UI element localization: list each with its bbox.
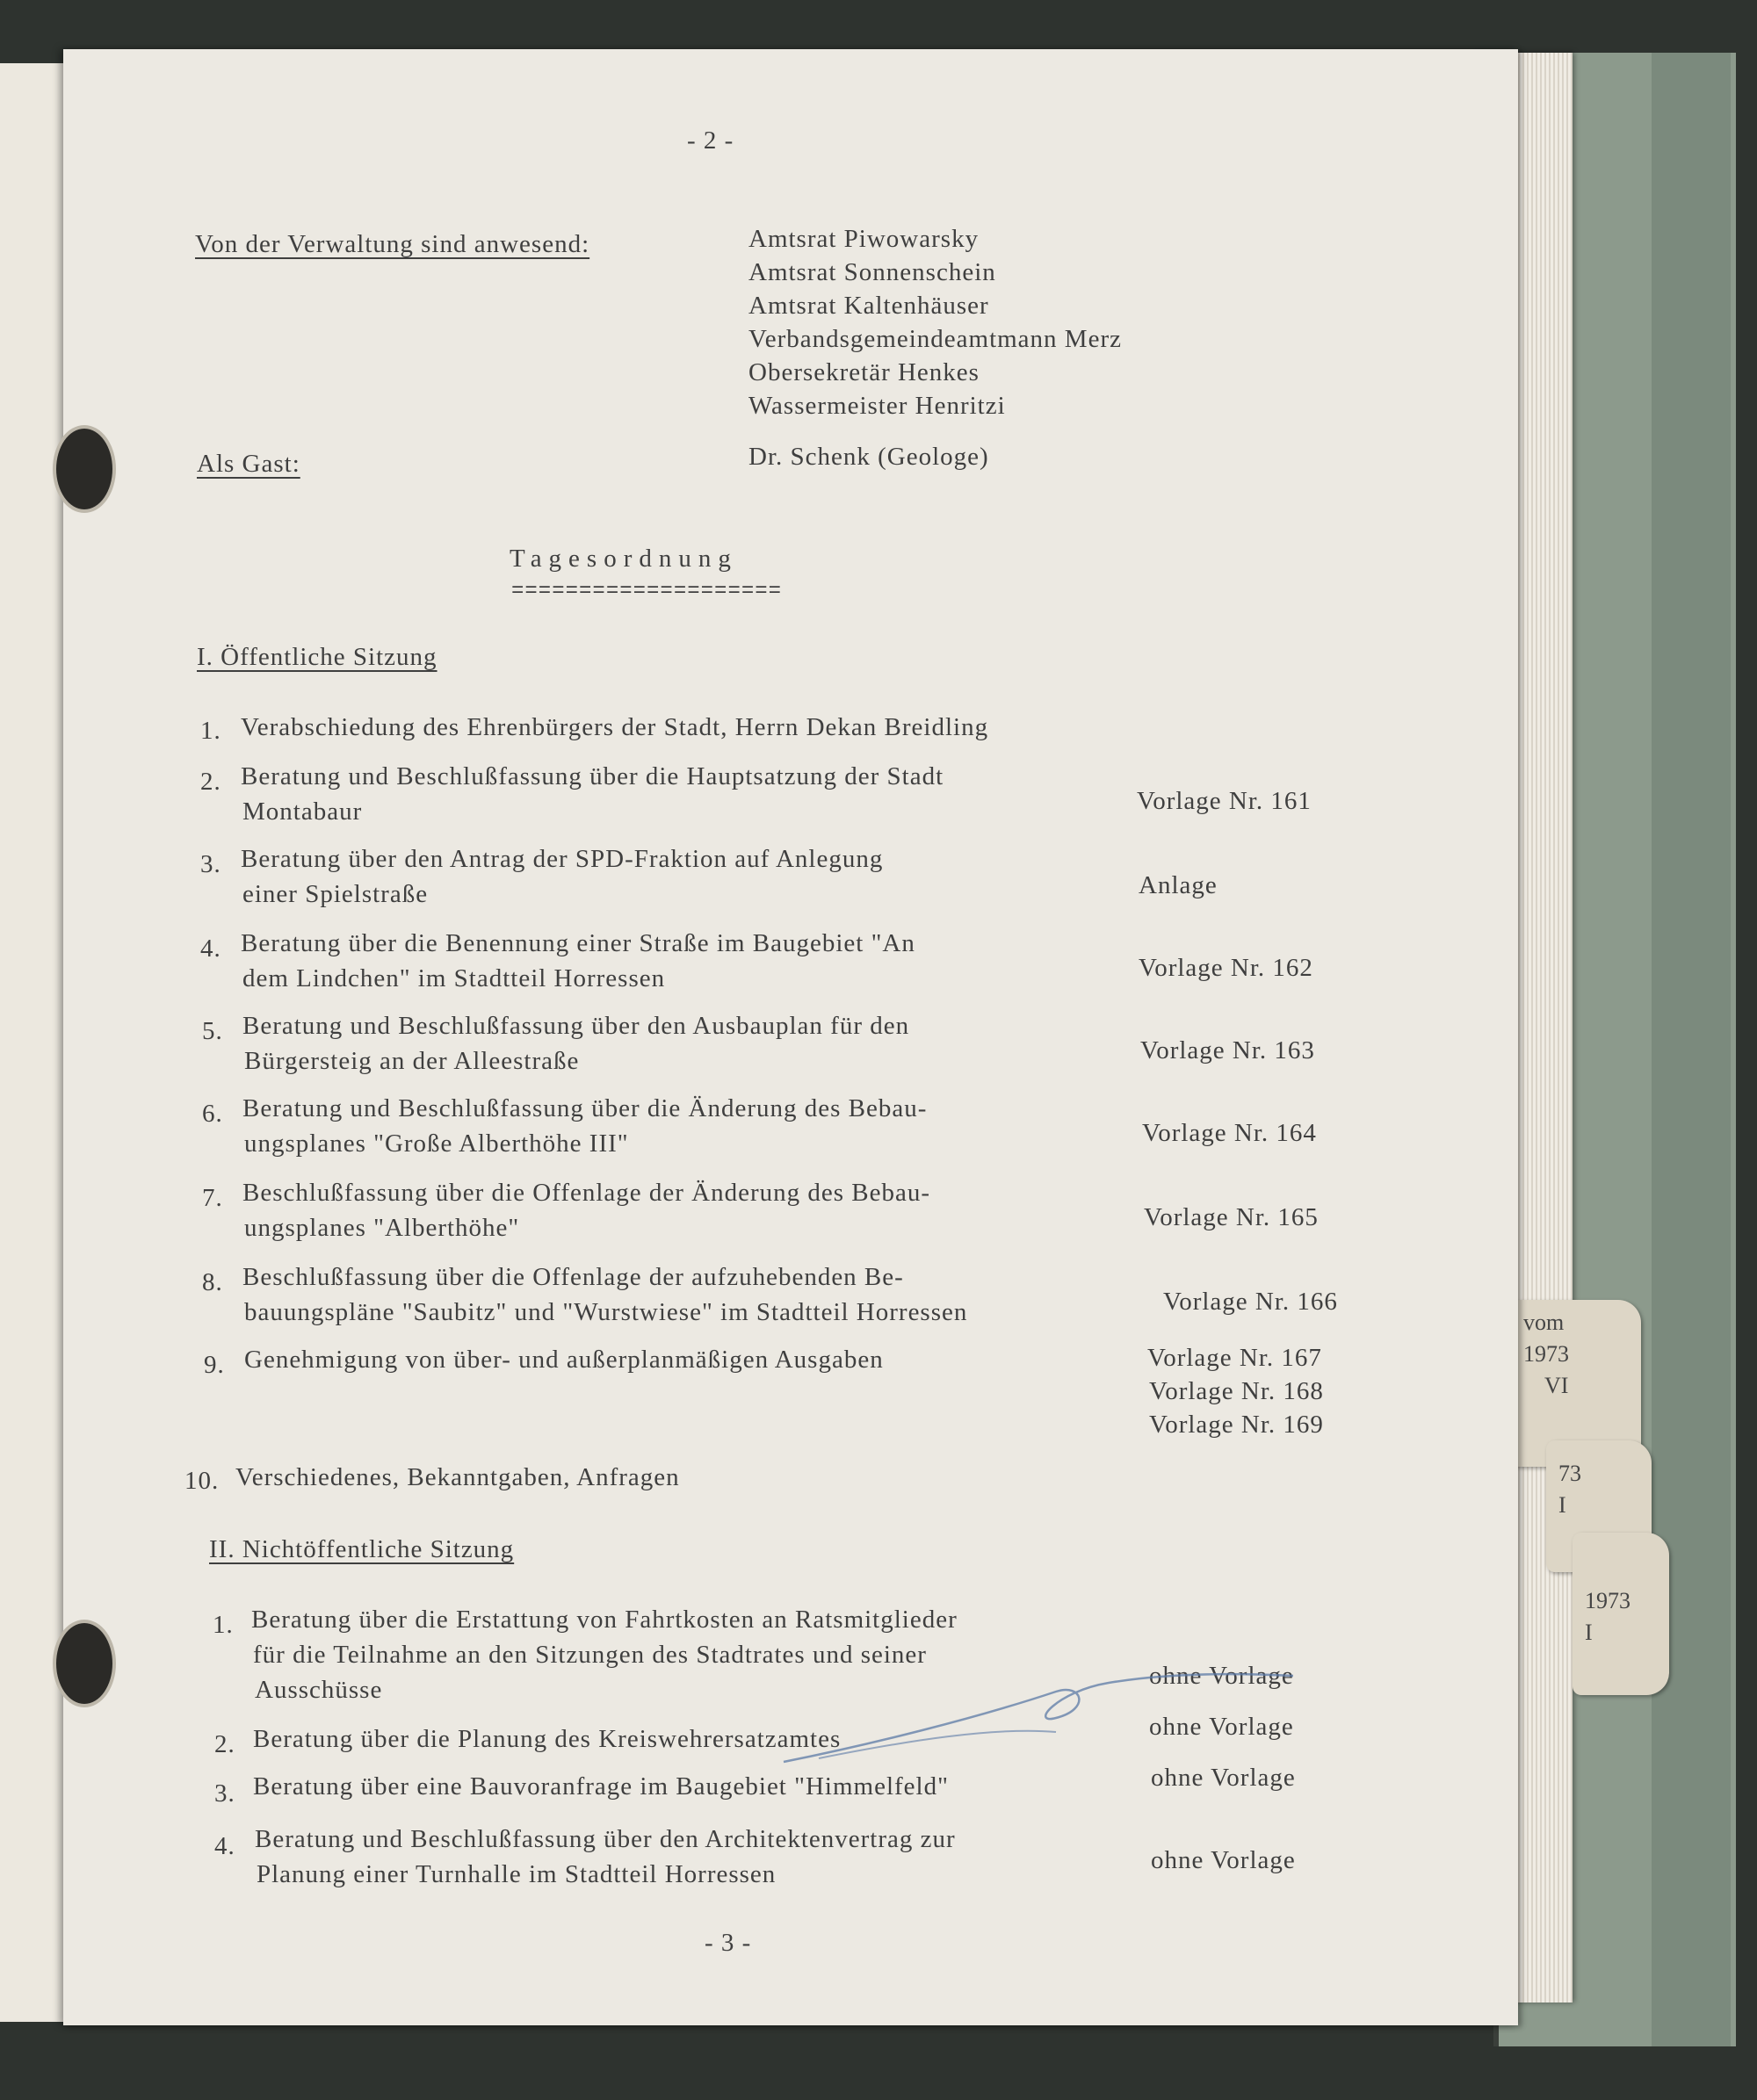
- agenda-item-reference: Vorlage Nr. 169: [1149, 1411, 1324, 1439]
- agenda-item-text: einer Spielstraße: [242, 880, 429, 908]
- agenda-item-number: 2.: [200, 768, 221, 796]
- agenda-item-number: 2.: [214, 1730, 235, 1758]
- guest-label: Als Gast:: [197, 450, 300, 478]
- admin-member: Amtsrat Sonnenschein: [748, 258, 996, 286]
- agenda-item-text: Montabaur: [242, 797, 363, 826]
- tab-label: VI: [1544, 1373, 1569, 1398]
- agenda-item-text: Beschlußfassung über die Offenlage der Änderung des Bebau-: [242, 1179, 931, 1207]
- agenda-item-text: Beratung über die Benennung einer Straße im Baugebiet "An: [241, 929, 915, 957]
- public-section-heading: I. Öffentliche Sitzung: [197, 643, 437, 671]
- agenda-item-text: Verschiedenes, Bekanntgaben, Anfragen: [235, 1463, 680, 1491]
- tab-label: vom: [1523, 1310, 1565, 1335]
- agenda-item-reference: Vorlage Nr. 165: [1144, 1203, 1319, 1231]
- agenda-item-number: 1.: [200, 717, 221, 745]
- agenda-item-text: Beratung und Beschlußfassung über den Architektenvertrag zur: [255, 1825, 956, 1853]
- agenda-item-reference: Anlage: [1139, 871, 1218, 899]
- agenda-item-reference: ohne Vorlage: [1151, 1846, 1296, 1874]
- tab-label: 1973: [1585, 1588, 1630, 1613]
- agenda-title-rule: ====================: [511, 580, 783, 603]
- agenda-item-text: ungsplanes "Alberthöhe": [244, 1214, 520, 1242]
- agenda-item-reference: ohne Vorlage: [1149, 1662, 1294, 1690]
- agenda-item-text: Beratung über die Planung des Kreiswehrersatzamtes: [253, 1725, 842, 1753]
- admin-member: Obersekretär Henkes: [748, 358, 980, 386]
- guest-name: Dr. Schenk (Geologe): [748, 443, 989, 471]
- index-tab[interactable]: [1573, 1533, 1669, 1695]
- agenda-item-reference: ohne Vorlage: [1149, 1713, 1294, 1741]
- private-section-heading: II. Nichtöffentliche Sitzung: [209, 1535, 515, 1563]
- agenda-item-text: Planung einer Turnhalle im Stadtteil Horressen: [257, 1860, 777, 1888]
- agenda-title: Tagesordnung: [510, 545, 738, 573]
- agenda-item-number: 4.: [200, 935, 221, 963]
- page-number: - 2 -: [687, 126, 734, 155]
- agenda-item-number: 5.: [202, 1017, 223, 1045]
- agenda-item-text: Verabschiedung des Ehrenbürgers der Stadt, Herrn Dekan Breidling: [241, 713, 989, 741]
- agenda-item-number: 3.: [200, 850, 221, 878]
- agenda-item-reference: Vorlage Nr. 166: [1163, 1288, 1338, 1316]
- agenda-item-number: 10.: [184, 1467, 220, 1495]
- agenda-item-text: Beratung über den Antrag der SPD-Fraktion auf Anlegung: [241, 845, 884, 873]
- agenda-item-reference: Vorlage Nr. 163: [1140, 1036, 1315, 1064]
- admin-member: Amtsrat Kaltenhäuser: [748, 292, 989, 320]
- binder-spine: [1652, 53, 1731, 2046]
- admin-member: Wassermeister Henritzi: [748, 392, 1006, 420]
- admin-label: Von der Verwaltung sind anwesend:: [195, 230, 590, 258]
- agenda-item-reference: Vorlage Nr. 162: [1139, 954, 1313, 982]
- facing-page-edge: [0, 63, 70, 2022]
- agenda-item-text: Ausschüsse: [255, 1676, 383, 1704]
- agenda-item-text: bauungspläne "Saubitz" und "Wurstwiese" im Stadtteil Horressen: [244, 1298, 968, 1326]
- agenda-item-reference: Vorlage Nr. 167: [1147, 1344, 1322, 1372]
- agenda-item-reference: ohne Vorlage: [1151, 1764, 1296, 1792]
- tab-label: 1973: [1523, 1341, 1569, 1367]
- agenda-item-text: ungsplanes "Große Alberthöhe III": [244, 1129, 629, 1158]
- document-page: [63, 49, 1518, 2025]
- agenda-item-reference: Vorlage Nr. 164: [1142, 1119, 1317, 1147]
- agenda-item-text: Genehmigung von über- und außerplanmäßigen Ausgaben: [244, 1346, 884, 1374]
- tab-label: I: [1585, 1620, 1593, 1645]
- agenda-item-number: 4.: [214, 1832, 235, 1860]
- agenda-item-text: für die Teilnahme an den Sitzungen des Stadtrates und seiner: [253, 1641, 927, 1669]
- tab-label: I: [1558, 1492, 1566, 1518]
- agenda-item-text: Beratung und Beschlußfassung über die Änderung des Bebau-: [242, 1094, 928, 1122]
- agenda-item-number: 6.: [202, 1100, 223, 1128]
- agenda-item-text: Bürgersteig an der Alleestraße: [244, 1047, 580, 1075]
- agenda-item-number: 8.: [202, 1268, 223, 1296]
- agenda-item-text: Beratung und Beschlußfassung über die Hauptsatzung der Stadt: [241, 762, 944, 790]
- agenda-item-number: 9.: [204, 1351, 225, 1379]
- document-text: [63, 49, 1518, 2025]
- agenda-item-text: Beratung und Beschlußfassung über den Ausbauplan für den: [242, 1012, 910, 1040]
- signature-mark: [766, 1656, 1311, 1779]
- admin-member: Amtsrat Piwowarsky: [748, 225, 980, 253]
- agenda-item-number: 7.: [202, 1184, 223, 1212]
- agenda-item-text: Beratung über eine Bauvoranfrage im Baugebiet "Himmelfeld": [253, 1772, 949, 1801]
- agenda-item-text: Beratung über die Erstattung von Fahrtkosten an Ratsmitglieder: [251, 1606, 958, 1634]
- admin-member: Verbandsgemeindeamtmann Merz: [748, 325, 1122, 353]
- tab-label: 73: [1558, 1461, 1581, 1486]
- agenda-item-number: 1.: [213, 1611, 234, 1639]
- agenda-item-text: dem Lindchen" im Stadtteil Horressen: [242, 964, 666, 992]
- agenda-item-reference: Vorlage Nr. 161: [1137, 787, 1312, 815]
- agenda-item-reference: Vorlage Nr. 168: [1149, 1377, 1324, 1405]
- agenda-item-number: 3.: [214, 1779, 235, 1808]
- agenda-item-text: Beschlußfassung über die Offenlage der aufzuhebenden Be-: [242, 1263, 904, 1291]
- next-page-marker: - 3 -: [705, 1929, 752, 1957]
